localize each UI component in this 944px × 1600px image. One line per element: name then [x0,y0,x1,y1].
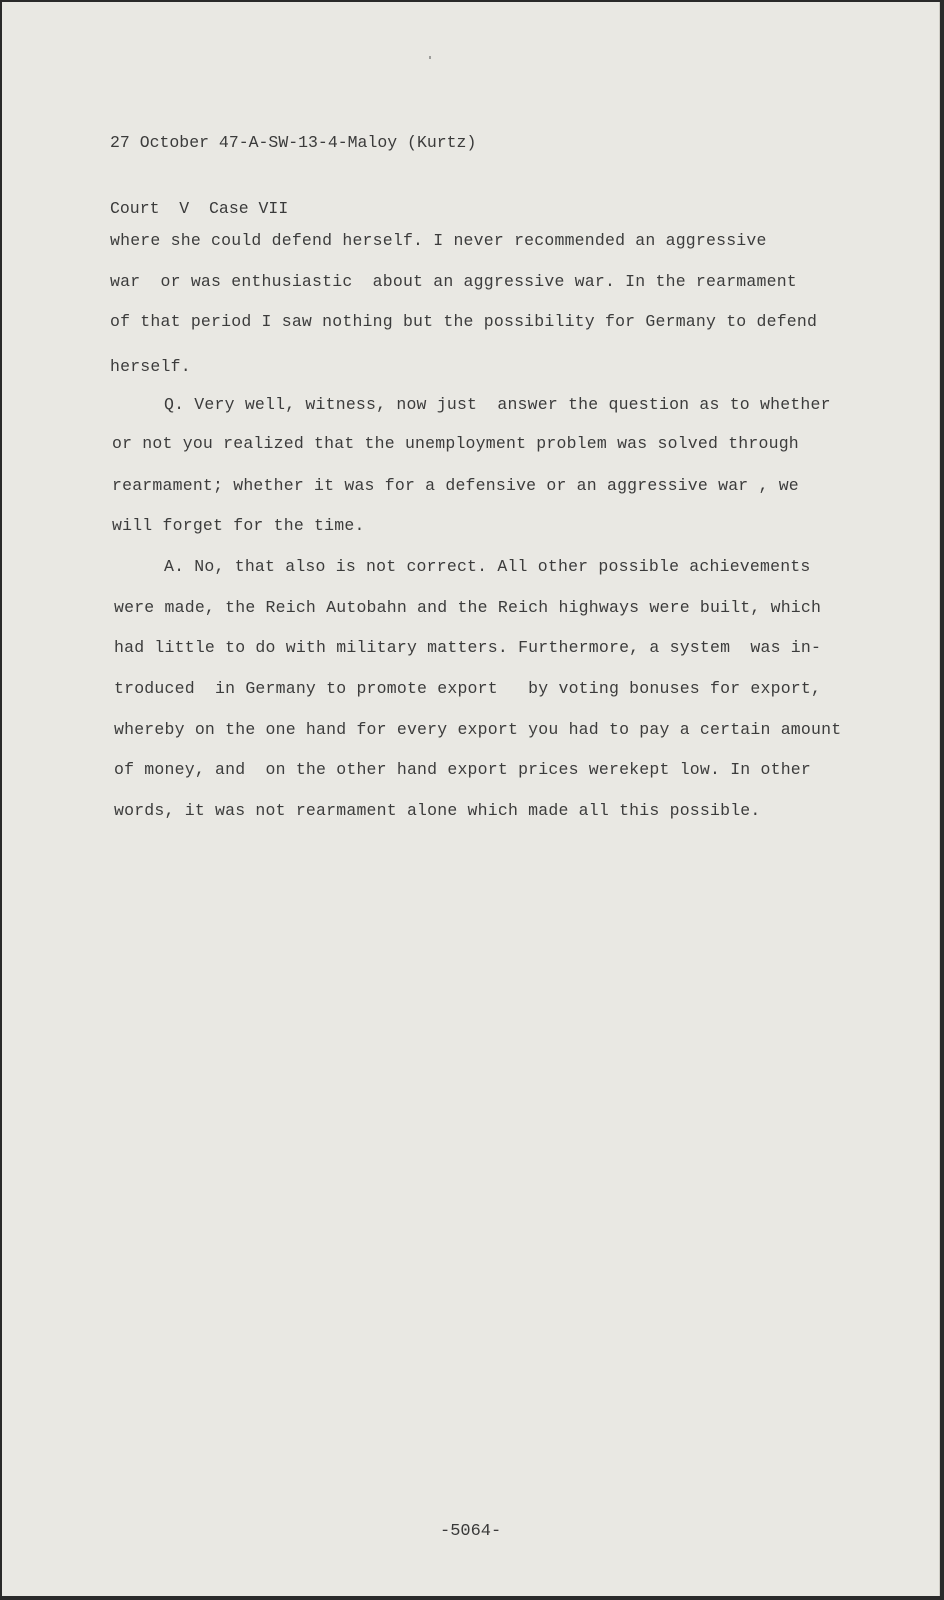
body-line: were made, the Reich Autobahn and the Reich highways were built, which [114,598,822,617]
body-line: war or was enthusiastic about an aggressive war. In the rearmament [110,272,797,291]
body-line: will forget for the time. [112,516,365,535]
body-line: of money, and on the other hand export prices werekept low. In other [114,760,812,779]
body-line: where she could defend herself. I never recommended an aggressive [110,231,767,250]
header-court-case: Court V Case VII [110,199,289,218]
body-line: A. No, that also is not correct. All other possible achievements [164,557,811,576]
document-page [2,2,940,1596]
body-line: or not you realized that the unemployment problem was solved through [112,434,799,453]
body-line: words, it was not rearmament alone which made all this possible. [114,801,761,820]
paper-mark [429,56,431,59]
header-date-reference: 27 October 47-A-SW-13-4-Maloy (Kurtz) [110,133,477,152]
body-line: whereby on the one hand for every export you had to pay a certain amount [114,720,842,739]
page-number: -5064- [440,1522,502,1541]
body-line: had little to do with military matters. Furthermore, a system was in- [114,638,822,657]
body-line: herself. [110,357,191,376]
body-line: troduced in Germany to promote export by voting bonuses for export, [114,679,822,698]
body-line: of that period I saw nothing but the possibility for Germany to defend [110,312,818,331]
body-line: Q. Very well, witness, now just answer the question as to whether [164,395,831,414]
body-line: rearmament; whether it was for a defensive or an aggressive war , we [112,476,799,495]
